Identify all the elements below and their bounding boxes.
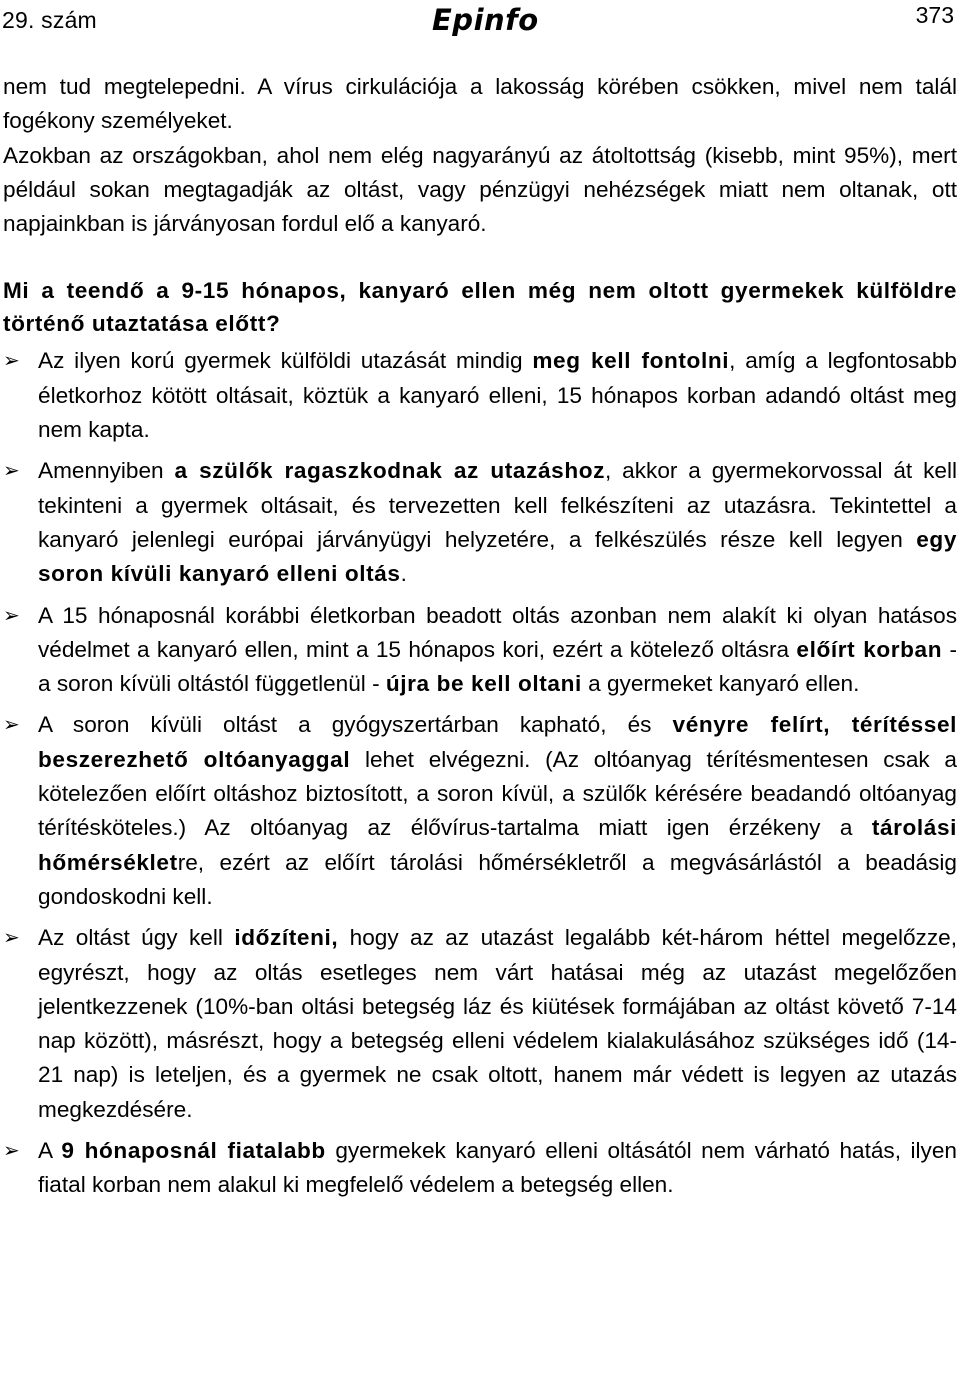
bullet-emphasis: újra be kell oltani (385, 671, 582, 697)
bullet-text: . (400, 561, 407, 587)
bullet-text: - a soron kívüli oltástól függetlenül - (38, 636, 957, 697)
bullet-emphasis: 9 hónaposnál fiatalabb (61, 1138, 326, 1164)
bullet-item-3 (3, 599, 957, 702)
bullet-emphasis: a szülők ragaszkodnak az utazáshoz (174, 458, 606, 484)
page-header (0, 0, 960, 40)
bullet-text: Az ilyen korú gyermek külföldi utazását mindig (38, 348, 533, 374)
section-heading: Mi a teendő a 9-15 hónapos, kanyaró ellen még nem oltott gyermekek külföldre történő utaztatása előtt? (3, 278, 957, 337)
bullet-emphasis: vényre felírt, térítéssel beszerezhető oltóanyaggal (38, 712, 957, 772)
arrow-bullet-icon: ➢ (3, 927, 20, 950)
article-body (3, 70, 957, 1203)
bullet-text: A 15 hónaposnál korábbi életkorban beadott oltás azonban nem alakít ki olyan hatásos védelmet a kanyaró ellen, mint a 15 hónapos kori, ezért a kötelező oltásra (38, 602, 957, 662)
bullet-text: a gyermeket kanyaró ellen. (581, 671, 860, 697)
arrow-bullet-icon: ➢ (3, 460, 20, 483)
bullet-text: re, ezért az előírt tárolási hőmérsékletről a megvásárlástól a beadásig gondoskodni kell. (38, 849, 957, 909)
bullet-emphasis: meg kell fontolni (532, 348, 730, 374)
bullet-item-4 (3, 708, 957, 914)
bullet-text: lehet elvégezni. (Az oltóanyag térítésmentesen csak a kötelezően előírt oltáshoz biztosított, a soron kívül, a szülők kérésére beadandó oltóanyag térítésköteles.) Az oltóanyag az élővírus-tartalma miatt igen érzékeny a (38, 746, 957, 841)
epinfo-logo: Epinfo (432, 3, 539, 37)
bullet-emphasis: egy soron kívüli kanyaró elleni oltás (38, 526, 957, 587)
arrow-bullet-icon: ➢ (3, 604, 20, 627)
bullet-emphasis: időzíteni, (234, 925, 339, 951)
bullet-item-1 (3, 344, 957, 447)
bullet-text: A (38, 1138, 62, 1164)
bullet-text: hogy az az utazást legalább két-három héttel megelőzze, egyrészt, hogy az oltás esetleges nem várt hatásai még az utazást megelőzően jelentkezzenek (10%-ban oltási betegség láz és kiütések formájában az oltást követő 7-14 nap között), másrészt, hogy a betegség elleni védelem kialakulásához szükséges idő (14-21 nap) is leteljen, és a gyermek ne csak oltott, hanem már védett is legyen az utazás megkezdésére. (38, 925, 957, 1122)
bullet-text: gyermekek kanyaró elleni oltásától nem várható hatás, ilyen fiatal korban nem alakul ki megfelelő védelem a betegség ellen. (38, 1138, 957, 1198)
bullet-item-5 (3, 921, 957, 1127)
issue-number: 29. szám (2, 7, 97, 33)
arrow-bullet-icon: ➢ (3, 714, 20, 737)
page-number: 373 (915, 2, 954, 28)
bullet-emphasis: tárolási hőmérséklet (38, 815, 957, 875)
bullet-text: A soron kívüli oltást a gyógyszertárban kapható, és (38, 712, 673, 738)
bullet-text: , amíg a legfontosabb életkorhoz kötött oltásait, köztük a kanyaró elleni, 15 hónapos korban adandó oltást meg nem kapta. (38, 348, 957, 443)
arrow-bullet-icon: ➢ (3, 350, 20, 373)
bullet-emphasis: előírt korban (796, 636, 943, 662)
bullet-item-6 (3, 1134, 957, 1203)
intro-paragraph-1: nem tud megtelepedni. A vírus cirkulációja a lakosság körében csökken, mivel nem talál fogékony személyeket. (3, 74, 957, 134)
bullet-text: Amennyiben (38, 458, 175, 484)
bullet-text: , akkor a gyermekorvossal át kell tekinteni a gyermek oltásait, és tervezetten kell felkészíteni az utazásra. Tekintettel a kanyaró jelenlegi európai járványügyi helyzetére, a felkészülés része kell legyen (38, 458, 957, 552)
arrow-bullet-icon: ➢ (3, 1140, 20, 1163)
intro-paragraph-2: Azokban az országokban, ahol nem elég nagyarányú az átoltottság (kisebb, mint 95%), mert például sokan megtagadják az oltást, vagy pénzügyi nehézségek miatt nem oltanak, ott napjainkban is járványosan fordul elő a kanyaró. (3, 142, 957, 237)
bullet-text: Az oltást úgy kell (38, 925, 235, 951)
bullet-item-2 (3, 454, 957, 591)
